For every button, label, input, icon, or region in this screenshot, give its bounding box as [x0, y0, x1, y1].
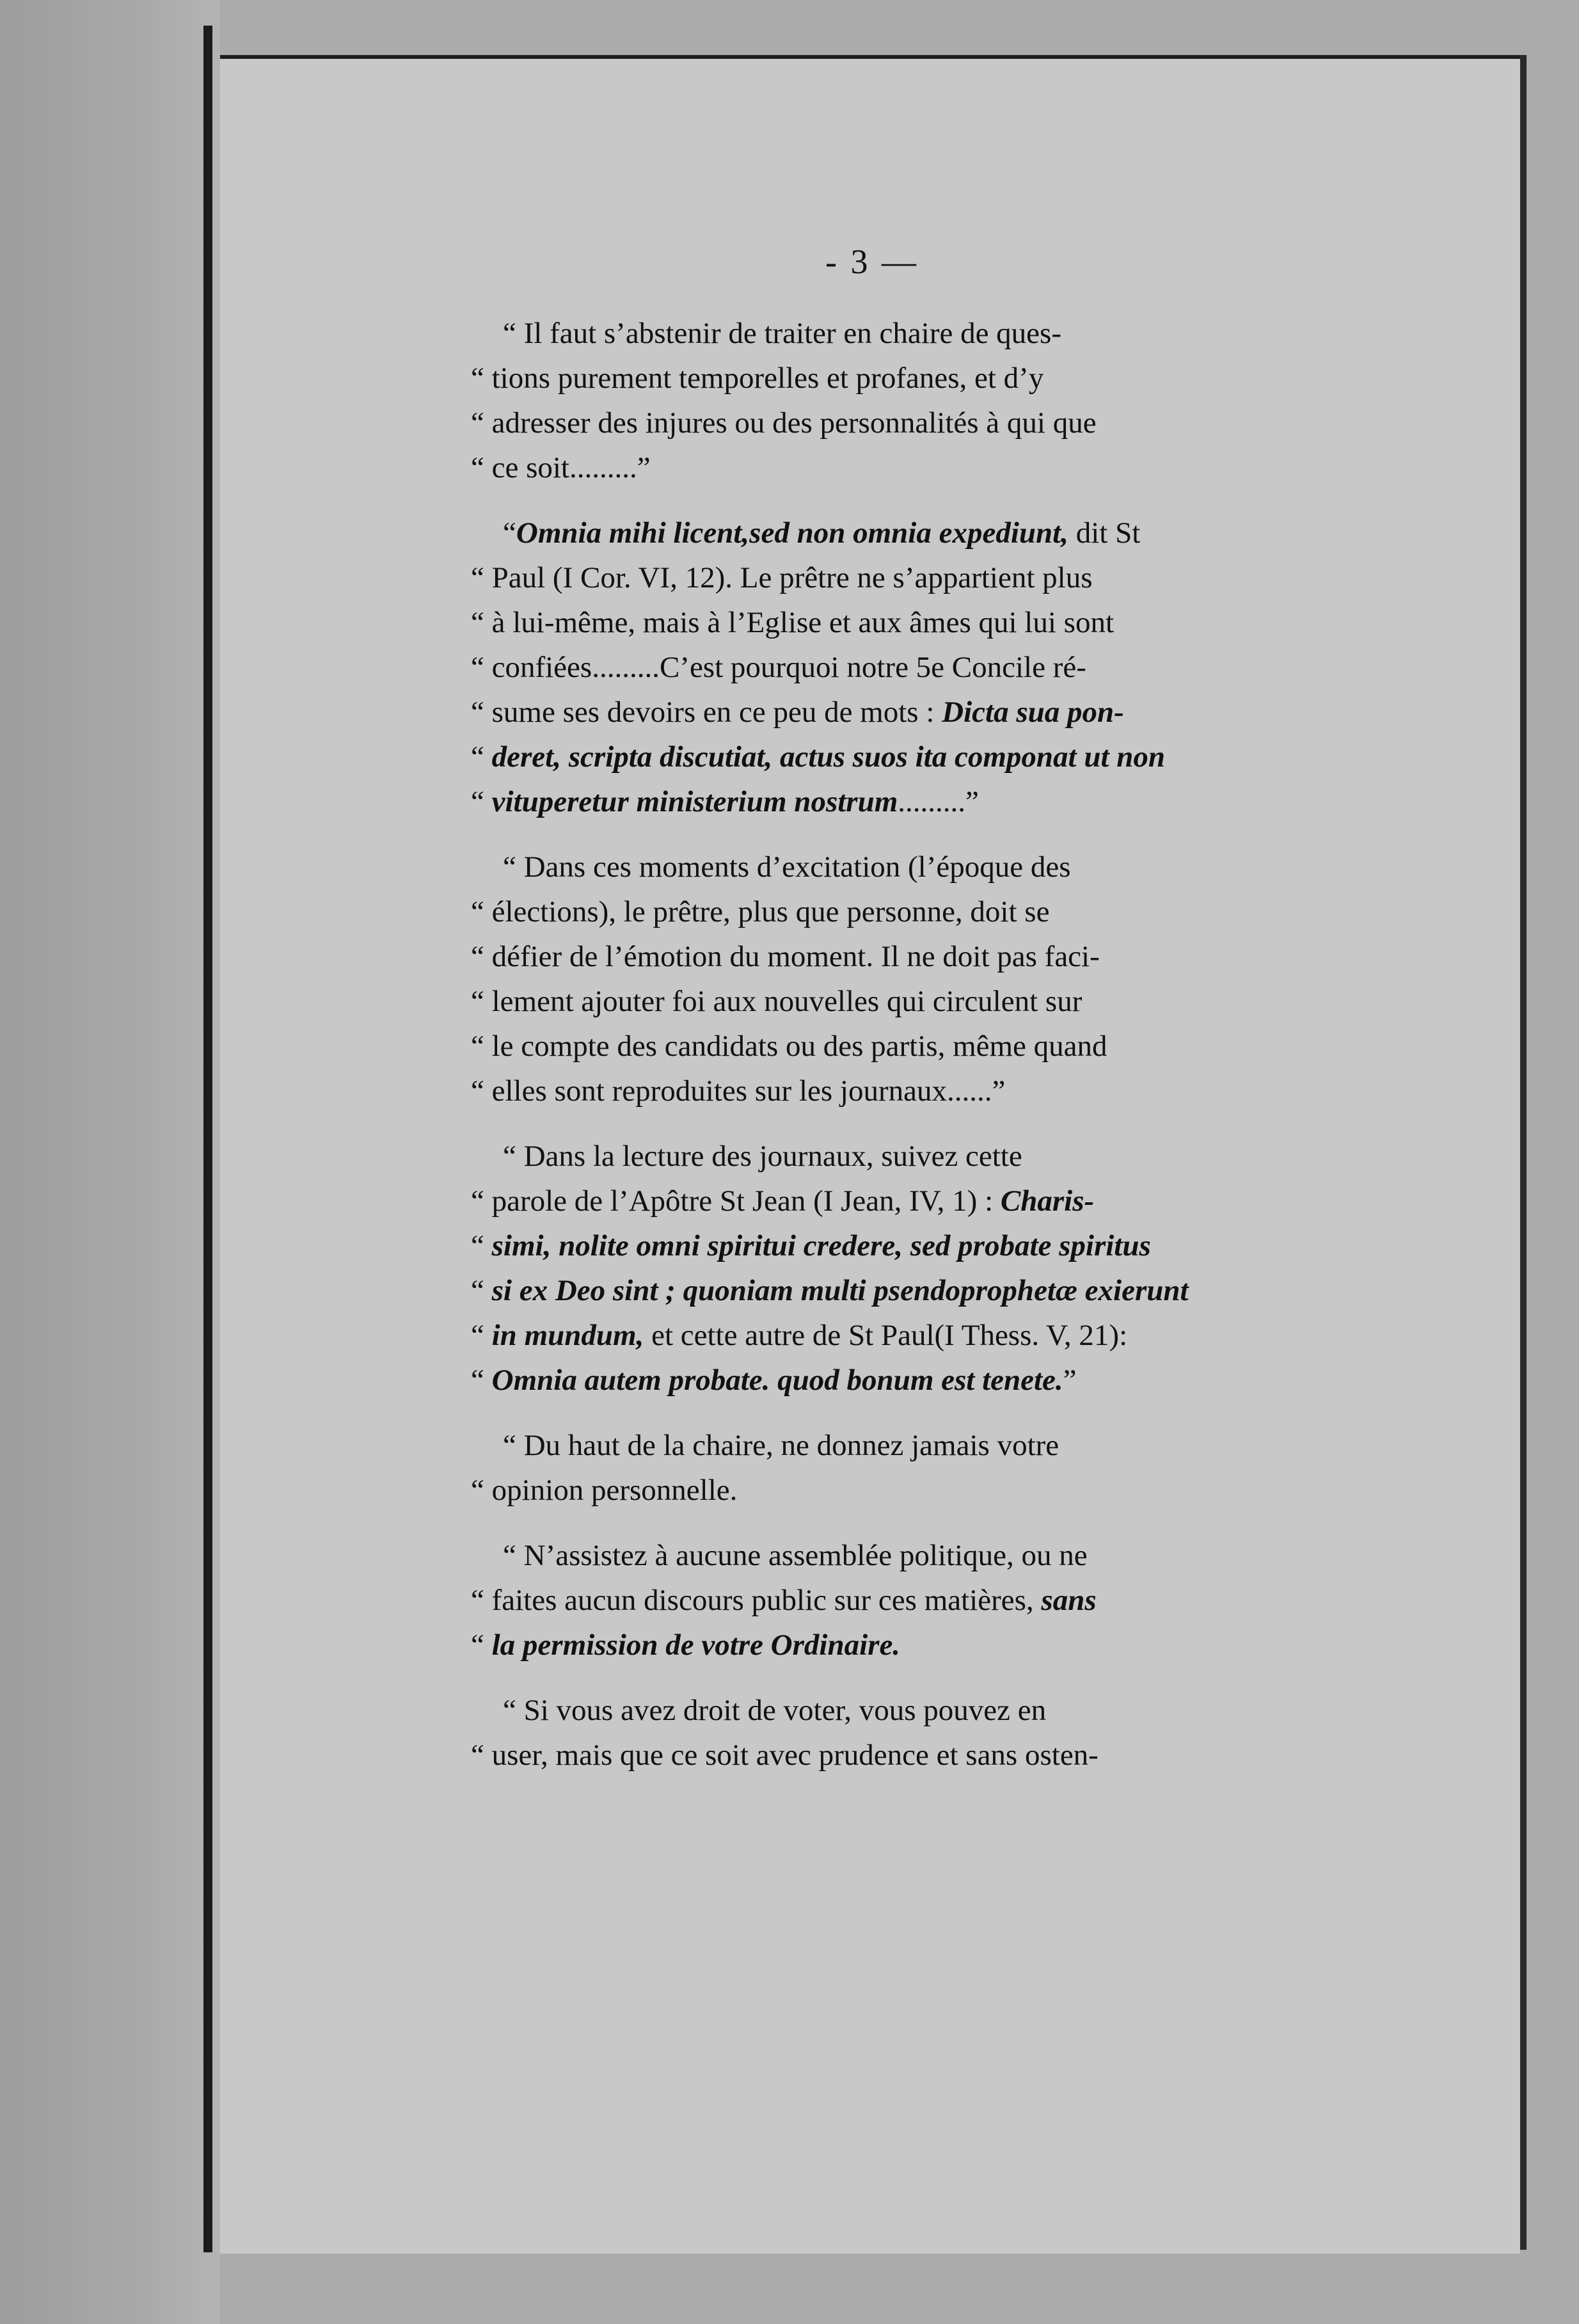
text-line [471, 1358, 1326, 1403]
text-line [471, 311, 1326, 356]
text-segment: et cette autre de St Paul(I Thess. V, 21): [644, 1319, 1128, 1352]
text-segment: “ user, mais que ce soit avec prudence et sans osten- [471, 1739, 1099, 1772]
text-line [471, 1623, 1326, 1667]
text-segment: “ N’assistez à aucune assemblée politique, ou ne [503, 1539, 1088, 1572]
text-line [471, 690, 1326, 735]
text-line [471, 1134, 1326, 1179]
text-segment: “ Paul (I Cor. VI, 12). Le prêtre ne s’appartient plus [471, 561, 1093, 594]
text-segment: “ défier de l’émotion du moment. Il ne doit pas faci- [471, 940, 1100, 973]
text-line [471, 1069, 1326, 1113]
italic-segment: simi, nolite omni spiritui credere, sed probate spiritus [491, 1229, 1151, 1262]
text-segment: .........” [898, 785, 979, 818]
text-segment: “ [471, 1364, 492, 1397]
text-line [471, 1268, 1326, 1313]
text-line [471, 1223, 1326, 1268]
text-line [471, 1313, 1326, 1358]
text-segment: “ élections), le prêtre, plus que personne, doit se [471, 895, 1050, 928]
text-line [471, 1578, 1326, 1623]
text-line [471, 1733, 1326, 1778]
text-line [471, 1423, 1326, 1468]
text-line [471, 889, 1326, 934]
text-line [471, 1533, 1326, 1578]
italic-segment: sans [1041, 1584, 1097, 1617]
text-line [471, 600, 1326, 645]
paragraph [471, 1688, 1326, 1778]
page-number: - 3 — [825, 243, 919, 281]
text-line [471, 1688, 1326, 1733]
text-segment: “ adresser des injures ou des personnalités à qui que [471, 406, 1097, 440]
text-segment: “ parole de l’Apôtre St Jean (I Jean, IV, 1) : [471, 1184, 1001, 1218]
text-line [471, 934, 1326, 979]
italic-segment: la permission de votre Ordinaire. [491, 1628, 901, 1662]
italic-segment: vituperetur ministerium nostrum [491, 785, 898, 818]
italic-segment: Omnia mihi licent,sed non omnia expediunt, [516, 516, 1068, 550]
text-segment: “ ce soit.........” [471, 451, 651, 484]
text-line [471, 1468, 1326, 1513]
paragraph [471, 1533, 1326, 1667]
text-line [471, 511, 1326, 555]
text-line [471, 979, 1326, 1024]
italic-segment: deret, scripta discutiat, actus suos ita componat ut non [491, 740, 1166, 774]
text-segment: “ faites aucun discours public sur ces matières, [471, 1584, 1042, 1617]
text-segment: “ opinion personnelle. [471, 1474, 738, 1507]
text-segment: “ lement ajouter foi aux nouvelles qui circulent sur [471, 985, 1083, 1018]
text-segment: “ [503, 516, 516, 550]
italic-segment: Dicta sua pon- [942, 696, 1124, 729]
text-segment: “ Il faut s’abstenir de traiter en chaire de ques- [503, 317, 1061, 350]
text-segment: “ Dans ces moments d’excitation (l’époque des [503, 850, 1071, 884]
text-segment: “ [471, 1319, 492, 1352]
page-edge-shadow [203, 26, 212, 2252]
text-line [471, 356, 1326, 401]
italic-segment: Charis- [1000, 1184, 1095, 1218]
body-text [471, 311, 1326, 1798]
text-segment: “ Dans la lecture des journaux, suivez cette [503, 1140, 1022, 1173]
text-segment: “ tions purement temporelles et profanes, et d’y [471, 362, 1044, 395]
page-edge-right [1520, 55, 1527, 2250]
text-line [471, 555, 1326, 600]
text-line [471, 1179, 1326, 1223]
text-segment: “ le compte des candidats ou des partis, même quand [471, 1030, 1107, 1063]
text-segment: ” [1063, 1364, 1077, 1397]
text-segment: “ [471, 785, 492, 818]
text-segment: “ confiées.........C’est pourquoi notre 5e Concile ré- [471, 651, 1086, 684]
text-line [471, 779, 1326, 824]
text-line [471, 845, 1326, 889]
paragraph [471, 511, 1326, 824]
text-segment: “ elles sont reproduites sur les journaux......” [471, 1074, 1006, 1108]
text-line [471, 445, 1326, 490]
paragraph [471, 1134, 1326, 1403]
text-line [471, 645, 1326, 690]
text-segment: “ [471, 1628, 492, 1662]
italic-segment: in mundum, [491, 1319, 644, 1352]
paragraph [471, 311, 1326, 490]
scan-margin [0, 0, 220, 2324]
text-line [471, 735, 1326, 779]
text-segment: dit St [1068, 516, 1141, 550]
italic-segment: Omnia autem probate. quod bonum est tenete. [491, 1364, 1063, 1397]
text-segment: “ sume ses devoirs en ce peu de mots : [471, 696, 942, 729]
paragraph [471, 845, 1326, 1113]
text-segment: “ Si vous avez droit de voter, vous pouvez en [503, 1694, 1047, 1727]
text-segment: “ [471, 1229, 492, 1262]
text-line [471, 1024, 1326, 1069]
text-segment: “ [471, 1274, 492, 1307]
text-line [471, 401, 1326, 445]
paragraph [471, 1423, 1326, 1513]
italic-segment: si ex Deo sint ; quoniam multi psendoprophetæ exierunt [491, 1274, 1189, 1307]
text-segment: “ Du haut de la chaire, ne donnez jamais votre [503, 1429, 1059, 1462]
text-segment: “ [471, 740, 492, 774]
text-segment: “ à lui-même, mais à l’Eglise et aux âmes qui lui sont [471, 606, 1115, 639]
